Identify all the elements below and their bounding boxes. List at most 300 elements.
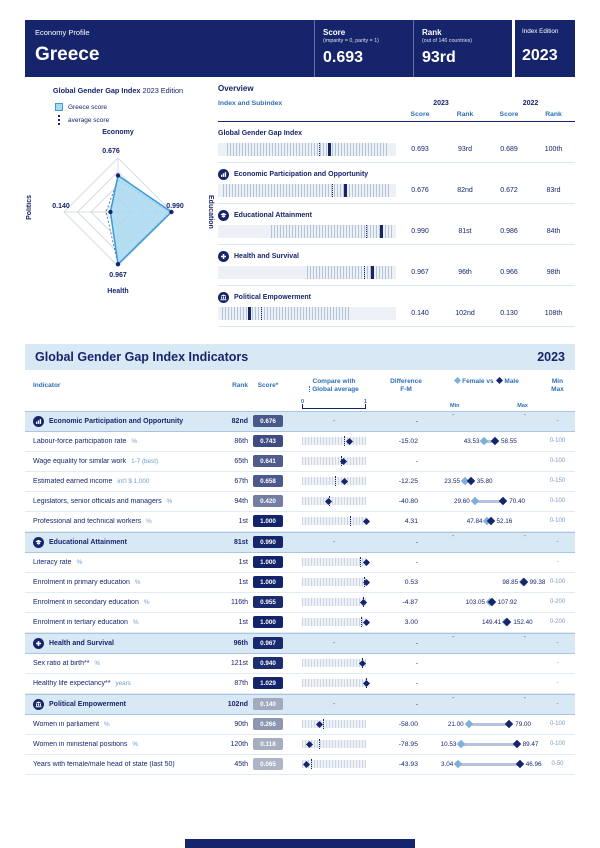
average-marker (332, 184, 333, 197)
score-chip: 0.955 (253, 596, 283, 608)
global-average-dotted-icon (309, 386, 310, 392)
subindex-section-row: Political Empowerment 102nd 0.140 - - - - - (25, 694, 575, 715)
score-2023-value: 0.990 (411, 228, 429, 235)
axis-label-education: Education (207, 195, 214, 229)
difference-value: - (415, 417, 418, 425)
scale-zero-label: 0 (301, 398, 305, 405)
average-marker (364, 266, 365, 279)
indicators-column-headers (25, 370, 575, 398)
header-score-block (314, 20, 413, 77)
score-2023-value: 0.967 (411, 269, 429, 276)
indicator-name: Economic Participation and Opportunity (49, 417, 184, 425)
female-value: 47.84 (466, 517, 483, 525)
subindex-name: Economic Participation and Opportunity (234, 170, 369, 178)
compare-strip (302, 578, 366, 586)
score-2022-value: 0.986 (500, 228, 518, 235)
score-chip: 0.065 (253, 758, 283, 770)
rank-2023-value: 102nd (455, 310, 475, 317)
global-average-marker (335, 476, 336, 486)
indicator-unit: % (134, 578, 141, 586)
female-value: 3.04 (440, 760, 454, 768)
country-score-marker (371, 266, 374, 279)
econ-subindex-icon (218, 169, 229, 180)
score-chip: 0.420 (253, 495, 283, 507)
compare-strip (302, 720, 366, 728)
male-value: 99.38 (529, 578, 546, 586)
score-2023-value: 0.693 (411, 146, 429, 153)
indicator-name: Women in parliament (33, 720, 100, 728)
indicator-name: Enrolment in tertiary education (33, 618, 128, 626)
country-score-marker (380, 225, 383, 238)
axis-label-politics: Politics (26, 195, 33, 220)
indicator-unit: % (94, 659, 101, 667)
compare-column-header (288, 378, 380, 395)
country-distribution-strip (218, 184, 396, 197)
score-chip: 0.140 (253, 698, 283, 710)
female-value: 23.55 (444, 477, 460, 485)
male-value: 152.40 (513, 618, 533, 626)
edition-value: 2023 (522, 47, 558, 64)
indicator-name: Professional and technical workers (33, 517, 142, 525)
health-subindex-icon (33, 638, 44, 649)
score-2022-value: 0.689 (500, 146, 518, 153)
country-score-marker (248, 307, 251, 320)
score-chip: 1.000 (253, 515, 283, 527)
compare-scale-ruler (288, 400, 380, 409)
indicator-rank: 67th (234, 477, 248, 485)
indicator-unit: % (104, 720, 110, 728)
minmax-range: - (556, 539, 559, 546)
indicator-unit: % (166, 497, 173, 505)
minmax-range: - (556, 559, 559, 566)
indicator-rank: 121st (230, 659, 248, 667)
health-subindex-icon (218, 251, 229, 262)
indicator-rank: 82nd (231, 417, 248, 425)
average-marker (319, 143, 320, 156)
male-diamond-icon (519, 578, 527, 586)
country-distribution-strip (218, 307, 396, 320)
politics-subindex-icon (33, 699, 44, 710)
compare-strip (302, 760, 366, 768)
indicator-unit: years (115, 679, 131, 687)
subindex-name: Political Empowerment (234, 293, 312, 301)
indicator-rank: 120th (230, 740, 248, 748)
minmax-range: - (556, 640, 559, 647)
female-diamond-icon (470, 497, 478, 505)
header-rank-block (413, 20, 512, 77)
minmax-range: 0-100 (549, 741, 566, 748)
indicator-row (25, 715, 575, 735)
econ-subindex-icon (33, 416, 44, 427)
score-chip: 0.967 (253, 637, 283, 649)
indicator-rows (25, 411, 575, 775)
subindex-section-row: Educational Attainment 81st 0.990 - - - - - (25, 532, 575, 553)
difference-column-header: Difference F-M (390, 378, 422, 394)
difference-value: 0.53 (404, 578, 418, 586)
score-chip: 0.676 (253, 415, 283, 427)
indicators-title: Global Gender Gap Index Indicators (35, 350, 249, 364)
score-2022-value: 0.672 (500, 187, 518, 194)
difference-value: 4.31 (404, 517, 418, 525)
rank-2023-value: 81st (458, 228, 472, 235)
subindex-section-row: Economic Participation and Opportunity 82nd 0.676 - - - - - (25, 411, 575, 432)
global-average-marker (350, 516, 351, 526)
difference-value: -40.80 (398, 497, 418, 505)
indicator-unit: % (132, 618, 139, 626)
minmax-range: 0-100 (549, 579, 566, 586)
female-value: 21.00 (447, 720, 464, 728)
indicator-row (25, 432, 575, 452)
male-diamond-icon (512, 740, 520, 748)
compare-strip (302, 437, 366, 445)
score-2022-value: 0.130 (500, 310, 518, 317)
radar-title-bold: Global Gender Gap Index (52, 86, 141, 95)
difference-value: - (415, 659, 418, 667)
minmax-range: 0-200 (549, 599, 566, 606)
global-average-marker (360, 557, 361, 567)
male-diamond-icon (491, 437, 499, 445)
score-label: Score (323, 28, 346, 37)
compare-header-line2: Global average (288, 386, 380, 394)
average-marker (366, 225, 367, 238)
radar-title (25, 86, 211, 95)
difference-value: - (415, 558, 418, 566)
year-2022-header: 2022 (522, 100, 539, 107)
score-chip: 1.000 (253, 576, 283, 588)
overview-row (218, 122, 575, 163)
radar-title-edition: 2023 Edition (142, 86, 184, 95)
indicator-row (25, 593, 575, 613)
indicator-name: Enrolment in primary education (33, 578, 130, 586)
female-value: 29.60 (453, 497, 470, 505)
minmax-range: 0-100 (549, 721, 566, 728)
country-score-marker (344, 184, 347, 197)
score-chip: 0.641 (253, 455, 283, 467)
rank-2022-value: 98th (546, 269, 561, 276)
minmax-range: - (556, 418, 559, 425)
radar-section (25, 86, 214, 295)
minmax-column-header: Min Max (551, 378, 564, 394)
indicator-unit: int'l $ 1,000 (117, 477, 150, 485)
male-value: 52.16 (496, 517, 513, 525)
global-average-marker (361, 617, 362, 627)
difference-value: - (415, 679, 418, 687)
female-value: 98.85 (502, 578, 519, 586)
rank-2023-column-header: Rank (456, 111, 474, 118)
compare-header-line1: Compare with (312, 378, 356, 385)
overview-row (218, 204, 575, 245)
indicator-rank: 96th (233, 639, 248, 647)
compare-strip (302, 457, 366, 465)
svg-text:0.140: 0.140 (52, 203, 70, 210)
overview-rows (218, 122, 575, 327)
difference-value: - (415, 639, 418, 647)
rank-2022-column-header: Rank (545, 111, 562, 118)
indicators-year: 2023 (537, 350, 565, 364)
score-column-header: Score* (257, 382, 279, 390)
minmax-range: 0-100 (549, 458, 566, 465)
score-value: 0.693 (323, 49, 364, 66)
footer-bar (185, 839, 415, 848)
overview-section (218, 84, 575, 327)
score-chip: 0.266 (253, 718, 283, 730)
compare-strip (302, 598, 366, 606)
index-subindex-column-header: Index and Subindex (218, 100, 283, 107)
female-diamond-icon (457, 740, 465, 748)
male-value: 58.55 (500, 437, 517, 445)
female-value: 43.53 (463, 437, 480, 445)
indicator-unit: % (76, 558, 83, 566)
edition-label: Index Edition (522, 28, 559, 35)
legend-item-average (55, 115, 211, 125)
overview-header-years (218, 100, 575, 107)
page-header (25, 20, 575, 77)
compare-strip (302, 679, 366, 687)
indicator-name: Educational Attainment (49, 538, 127, 546)
male-diamond-icon (466, 477, 474, 485)
score-chip: 0.743 (253, 435, 283, 447)
score-2023-value: 0.676 (411, 187, 429, 194)
subindex-section-row: Health and Survival 96th 0.967 - - - - - (25, 633, 575, 654)
indicator-rank: 45th (234, 760, 248, 768)
indicator-row (25, 613, 575, 633)
male-value: 35.80 (476, 477, 493, 485)
indicator-row (25, 654, 575, 674)
female-diamond-icon (454, 377, 461, 384)
svg-text:0.967: 0.967 (109, 272, 127, 279)
indicator-row (25, 573, 575, 593)
scale-one-label: 1 (363, 398, 367, 405)
indicators-title-bar (25, 344, 575, 370)
score-chip: 0.118 (253, 738, 283, 750)
indicator-unit: % (131, 437, 137, 445)
indicator-unit: % (146, 517, 152, 525)
minmax-range: 0-100 (549, 498, 566, 505)
indicator-row (25, 755, 575, 775)
legend-item-country (55, 103, 211, 111)
compare-strip (302, 558, 366, 566)
indicator-unit: % (132, 740, 139, 748)
minmax-range: - (556, 701, 559, 708)
rank-2023-value: 82nd (457, 187, 473, 194)
difference-value: 3.00 (404, 618, 418, 626)
score-sublabel: (imparity = 0, parity = 1) (323, 38, 379, 44)
female-value: 10.53 (440, 740, 457, 748)
edu-subindex-icon (33, 537, 44, 548)
header-main-bar (25, 20, 512, 77)
minmax-range: 0-150 (549, 478, 566, 485)
difference-value: -4.87 (402, 598, 418, 606)
difference-value: -43.93 (398, 760, 418, 768)
indicator-name: Legislators, senior officials and managers (33, 497, 162, 505)
difference-value: - (415, 457, 418, 465)
score-chip: 1.029 (253, 677, 283, 689)
indicator-rank: 102nd (227, 700, 248, 708)
rank-2023-value: 96th (458, 269, 472, 276)
score-chip: 1.000 (253, 556, 283, 568)
indicator-name: Years with female/male head of state (last 50) (33, 760, 175, 768)
global-average-marker (311, 759, 312, 769)
female-value: 149.41 (482, 618, 502, 626)
indicator-rank: 1st (238, 517, 248, 525)
legend-average-label: average score (68, 116, 110, 124)
indicators-subheader (25, 398, 575, 411)
score-chip: 1.000 (253, 616, 283, 628)
indicator-row (25, 472, 575, 492)
difference-value: -58.00 (398, 720, 418, 728)
rank-label: Rank (422, 28, 442, 37)
minmax-range: - (556, 680, 559, 687)
minmax-range: 0-100 (549, 518, 566, 525)
difference-value: - (415, 700, 418, 708)
indicator-name: Health and Survival (49, 639, 114, 647)
minmax-range: 0-200 (549, 619, 566, 626)
indicator-row (25, 735, 575, 755)
overview-header-score-rank (218, 111, 575, 122)
country-distribution-strip (218, 225, 396, 238)
indicator-name: Labour-force participation rate (33, 437, 127, 445)
difference-value: -12.25 (398, 477, 418, 485)
indicators-section (25, 344, 575, 775)
score-chip: 0.990 (253, 536, 283, 548)
subindex-name: Health and Survival (234, 252, 299, 260)
year-2023-header: 2023 (433, 100, 449, 107)
indicator-row (25, 452, 575, 472)
indicator-name: Women in ministerial positions (33, 740, 128, 748)
male-diamond-icon (505, 720, 513, 728)
country-distribution-strip (218, 266, 396, 279)
score-2022-value: 0.966 (500, 269, 518, 276)
indicator-row (25, 512, 575, 532)
indicator-rank: 1st (238, 578, 248, 586)
female-diamond-icon (480, 437, 488, 445)
indicator-name: Healthy life expectancy** (33, 679, 111, 687)
compare-strip (302, 497, 366, 505)
male-value: 46.96 (525, 760, 542, 768)
minmax-range: - (556, 660, 559, 667)
axis-label-economy: Economy (102, 129, 134, 136)
male-value: 89.47 (522, 740, 539, 748)
country-score-marker (328, 143, 331, 156)
indicator-name: Literacy rate (33, 558, 72, 566)
axis-label-health: Health (107, 288, 129, 295)
politics-subindex-icon (218, 292, 229, 303)
subindex-name: Global Gender Gap Index (218, 129, 303, 137)
indicator-unit: % (143, 598, 150, 606)
indicator-rank: 87th (234, 679, 248, 687)
score-2023-column-header: Score (410, 111, 430, 118)
difference-value: -15.02 (398, 437, 418, 445)
rank-2022-value: 84th (546, 228, 561, 235)
overview-row (218, 286, 575, 327)
score-chip: 0.658 (253, 475, 283, 487)
compare-strip (302, 618, 366, 626)
female-vs-male-column-header: Female vs Male (432, 378, 540, 395)
rank-2022-value: 100th (544, 146, 563, 153)
svg-text:0.676: 0.676 (102, 148, 120, 155)
compare-strip (302, 659, 366, 667)
indicator-column-header: Indicator (33, 382, 61, 390)
difference-value: -78.95 (398, 740, 418, 748)
indicator-rank: 116th (231, 598, 248, 606)
rank-2022-value: 108th (544, 310, 563, 317)
compare-strip (302, 740, 366, 748)
female-diamond-icon (464, 720, 472, 728)
rank-sublabel: (out of 146 countries) (422, 38, 473, 44)
score-2023-value: 0.140 (411, 310, 429, 317)
score-chip: 0.940 (253, 657, 283, 669)
male-value: 107.92 (497, 598, 518, 606)
indicator-rank: 81st (233, 538, 248, 546)
minmax-range: 0-50 (551, 761, 564, 768)
radar-chart-area (25, 129, 214, 295)
indicator-rank: 65th (234, 457, 248, 465)
dumbbell-min-max-labels: Min Max (450, 402, 528, 409)
country-distribution-strip (218, 143, 396, 156)
compare-strip (302, 477, 366, 485)
indicator-rank: 94th (234, 497, 248, 505)
score-2022-column-header: Score (499, 111, 519, 118)
global-average-marker (323, 719, 324, 729)
country-score-swatch-icon (55, 103, 63, 111)
difference-value: - (415, 538, 418, 546)
indicator-row (25, 553, 575, 573)
rank-2022-value: 83rd (546, 187, 561, 194)
indicator-row (25, 492, 575, 512)
legend-country-label: Greece score (68, 103, 108, 111)
average-score-dotted-icon (58, 115, 60, 125)
country-name: Greece (35, 44, 100, 65)
overview-title: Overview (218, 84, 254, 93)
subindex-name: Educational Attainment (234, 211, 312, 219)
indicator-unit: 1-7 (best) (131, 457, 159, 465)
overview-row (218, 163, 575, 204)
average-marker (261, 307, 262, 320)
rank-value: 93rd (422, 49, 456, 66)
indicator-name: Wage equality for similar work (33, 457, 127, 465)
indicator-name: Estimated earned income (33, 477, 113, 485)
indicator-name: Enrolment in secondary education (33, 598, 139, 606)
indicator-rank: 1st (238, 558, 248, 566)
indicator-rank: 1st (238, 618, 248, 626)
rank-2023-value: 93rd (457, 146, 472, 153)
svg-text:0.990: 0.990 (166, 203, 184, 210)
global-average-marker (319, 739, 320, 749)
edu-subindex-icon (218, 210, 229, 221)
compare-strip (302, 517, 366, 525)
index-edition-box (515, 20, 575, 77)
indicator-row (25, 674, 575, 694)
header-eyebrow: Economy Profile (35, 28, 90, 37)
indicator-name: Political Empowerment (49, 700, 127, 708)
indicator-rank: 86th (234, 437, 248, 445)
female-value: 103.05 (465, 598, 486, 606)
radar-chart (25, 137, 211, 287)
male-value: 79.00 (515, 720, 532, 728)
rank-column-header: Rank (232, 382, 248, 390)
male-diamond-icon (515, 760, 523, 768)
overview-row (218, 245, 575, 286)
male-diamond-icon (499, 497, 507, 505)
indicator-name: Sex ratio at birth** (33, 659, 90, 667)
radar-legend (55, 103, 211, 125)
indicator-rank: 90th (234, 720, 248, 728)
header-title-block (25, 20, 314, 77)
male-value: 70.40 (509, 497, 526, 505)
female-diamond-icon (454, 760, 462, 768)
male-diamond-icon (496, 377, 503, 384)
minmax-range: 0-100 (549, 438, 566, 445)
